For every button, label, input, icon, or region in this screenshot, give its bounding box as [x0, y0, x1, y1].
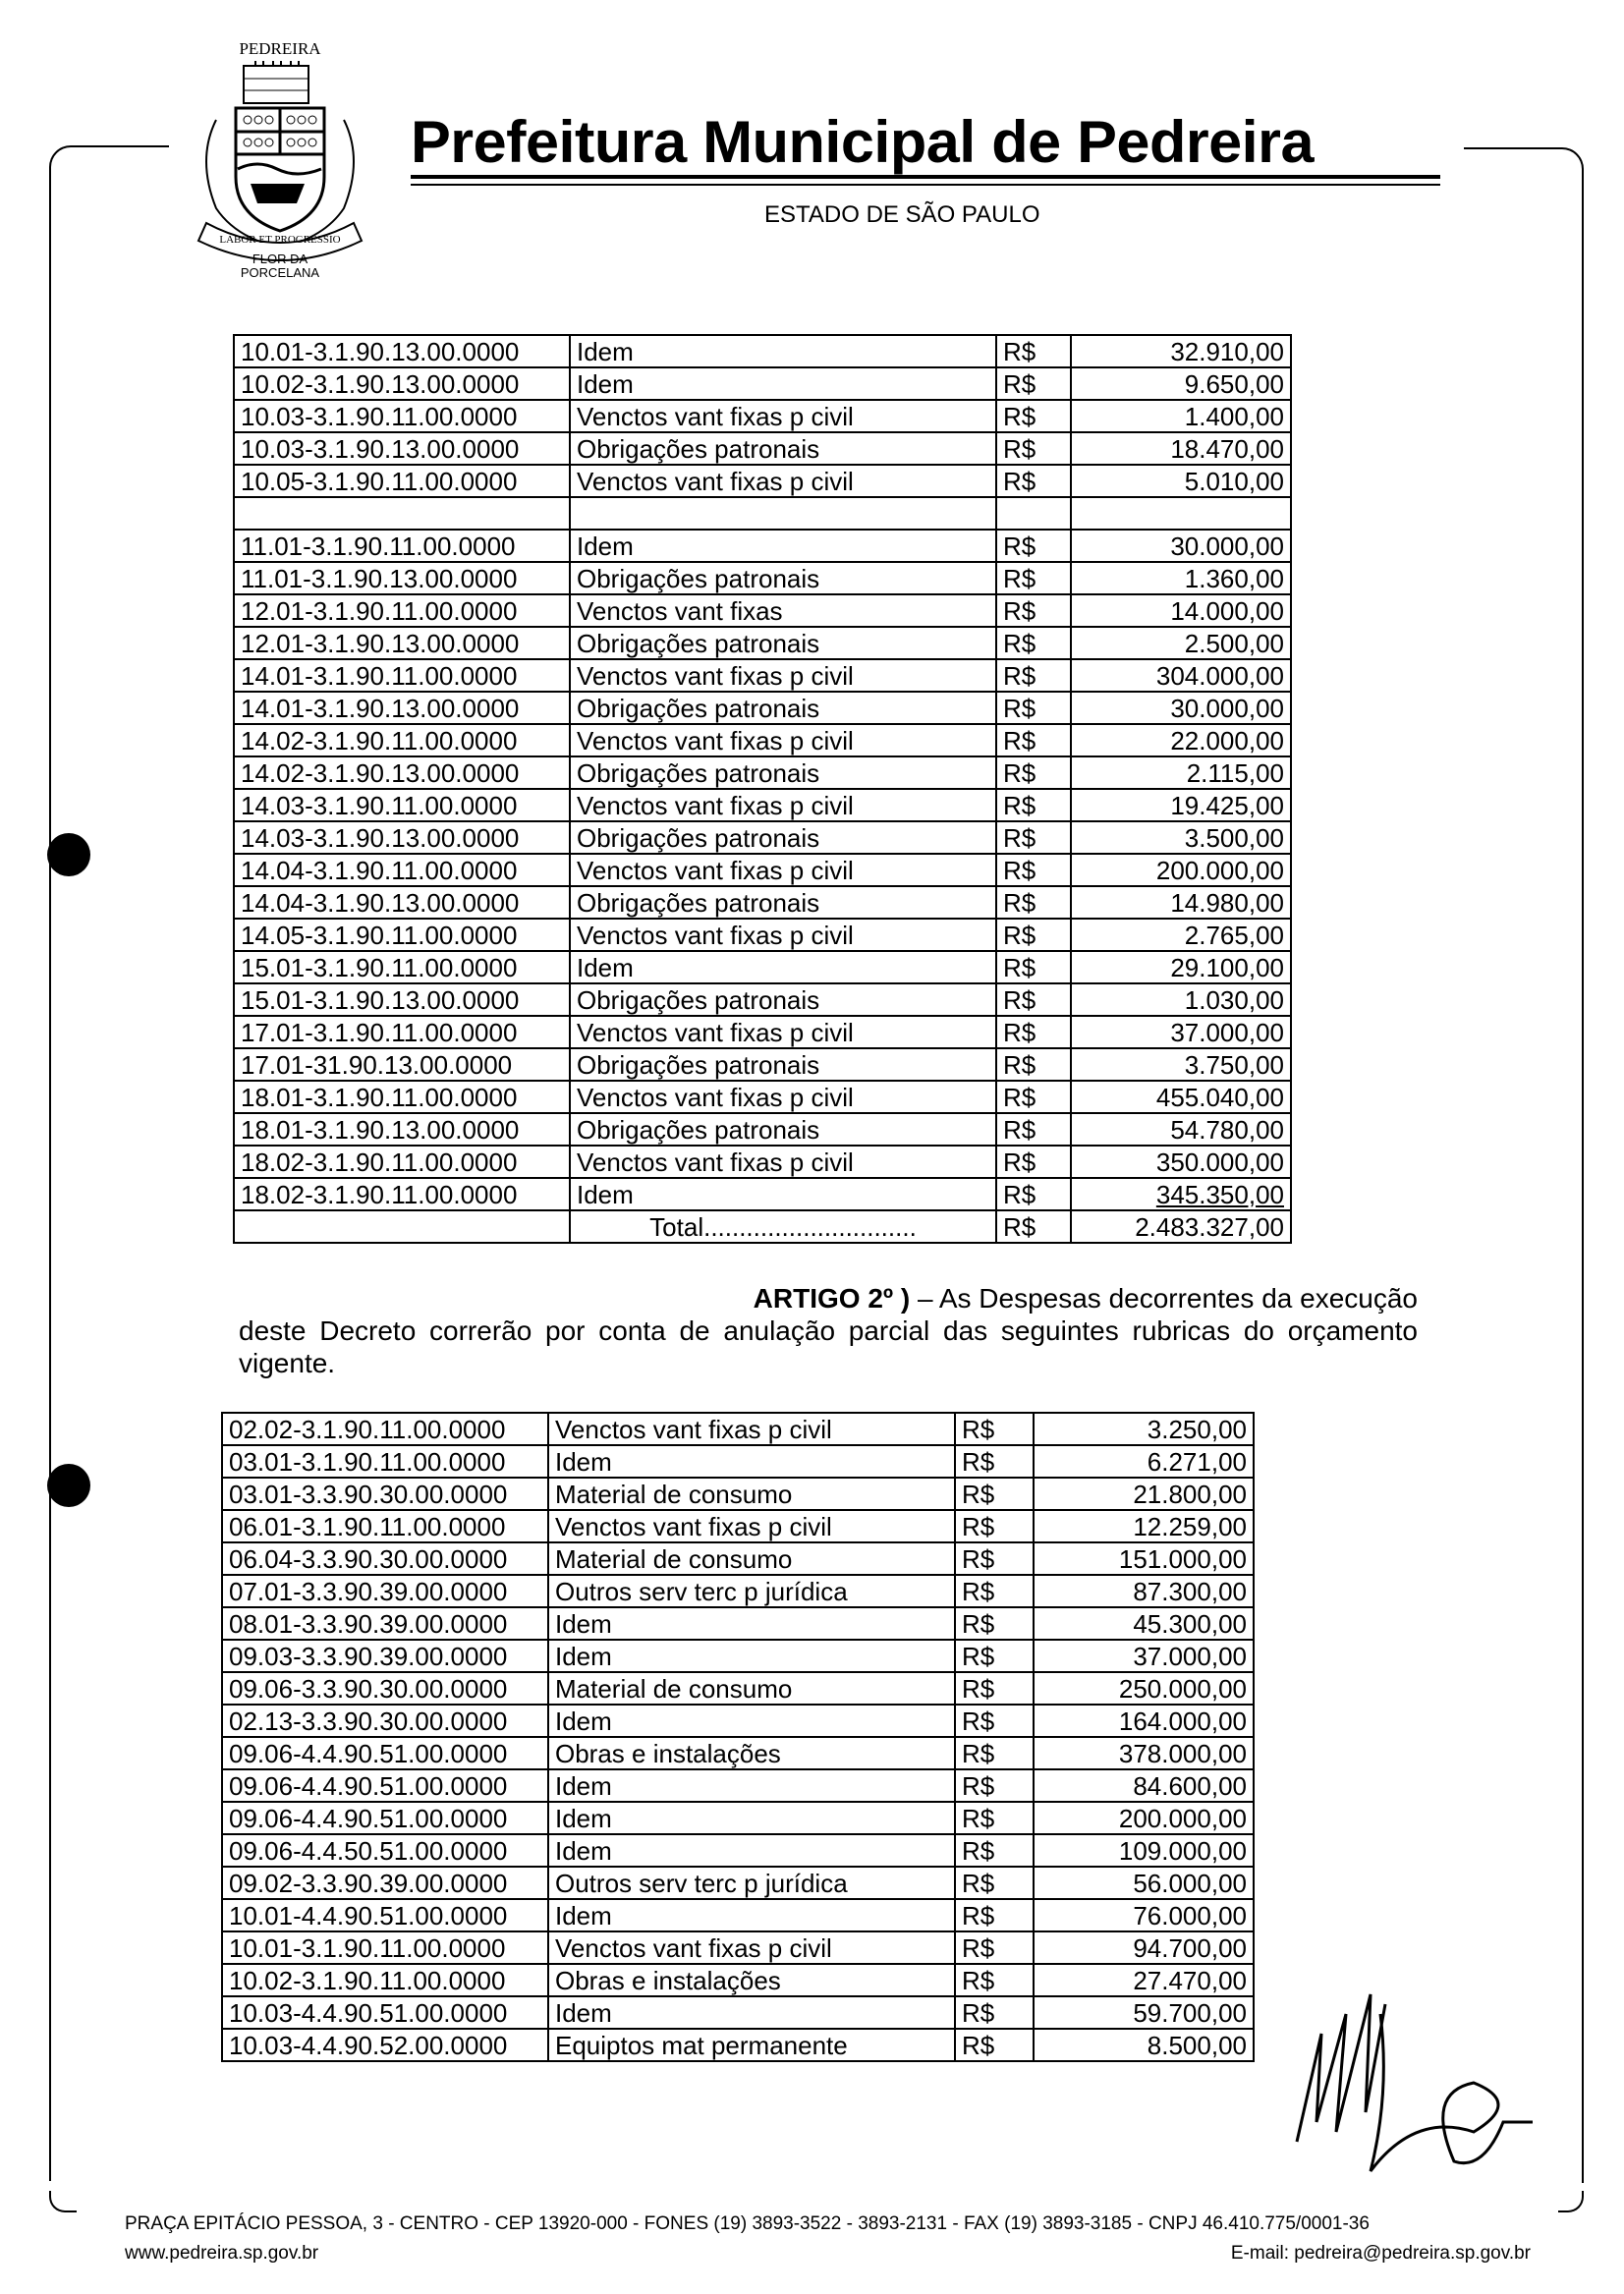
article-line3: vigente. — [239, 1348, 336, 1378]
cell-currency: R$ — [996, 724, 1071, 756]
cell-value: 1.400,00 — [1071, 400, 1291, 432]
cell-value: 37.000,00 — [1071, 1016, 1291, 1048]
cell-code: 14.02-3.1.90.13.00.0000 — [234, 756, 570, 789]
cell-description: Equiptos mat permanente — [548, 2029, 955, 2061]
article-2-text — [239, 1282, 1418, 1379]
article-heading: ARTIGO 2º ) — [753, 1283, 911, 1314]
table-row — [234, 594, 1291, 627]
cell-currency: R$ — [955, 1478, 1034, 1510]
page-frame-bottom-right — [1558, 2191, 1584, 2212]
cell-currency: R$ — [955, 2029, 1034, 2061]
cell-currency: R$ — [996, 886, 1071, 919]
crest-bottom-text-1: FLOR DA — [252, 252, 308, 266]
cell-code: 14.04-3.1.90.13.00.0000 — [234, 886, 570, 919]
cell-currency: R$ — [955, 1445, 1034, 1478]
supplementation-table — [233, 334, 1292, 1244]
cell-currency: R$ — [955, 1510, 1034, 1542]
table-row — [234, 367, 1291, 400]
table-row — [222, 1575, 1254, 1607]
page-frame-bottom-left — [49, 2191, 77, 2212]
cell-value: 84.600,00 — [1034, 1769, 1254, 1802]
cell-description: Obrigações patronais — [570, 1048, 996, 1081]
cell-code: 09.06-4.4.90.51.00.0000 — [222, 1802, 548, 1834]
cell-code: 09.06-4.4.90.51.00.0000 — [222, 1737, 548, 1769]
cell-value: 3.750,00 — [1071, 1048, 1291, 1081]
crest-emblem-icon — [177, 61, 383, 267]
cell-description: Idem — [570, 335, 996, 367]
cell-currency: R$ — [996, 335, 1071, 367]
cell-description: Venctos vant fixas p civil — [548, 1413, 955, 1445]
cell-description: Venctos vant fixas p civil — [570, 854, 996, 886]
total-value: 2.483.327,00 — [1071, 1210, 1291, 1243]
article-line2: deste Decreto correrão por conta de anulação parcial das seguintes rubricas do orçamento — [239, 1315, 1418, 1346]
cell-value: 30.000,00 — [1071, 692, 1291, 724]
table-row — [222, 1705, 1254, 1737]
cell-description: Obrigações patronais — [570, 562, 996, 594]
table-row — [234, 432, 1291, 465]
cell-value: 3.250,00 — [1034, 1413, 1254, 1445]
footer-address: PRAÇA EPITÁCIO PESSOA, 3 - CENTRO - CEP 13920-000 - FONES (19) 3893-3522 - 3893-2131 - FAX (19) 3893-3185 - CNPJ 46.410.775/0001-36 — [125, 2213, 1370, 2234]
cell-value: 350.000,00 — [1071, 1146, 1291, 1178]
cell-currency: R$ — [955, 1964, 1034, 1996]
table-row — [234, 1048, 1291, 1081]
table-row — [222, 1413, 1254, 1445]
table-row — [222, 2029, 1254, 2061]
cell-description: Idem — [548, 1640, 955, 1672]
table-row — [222, 1964, 1254, 1996]
cell-description: Venctos vant fixas p civil — [548, 1931, 955, 1964]
page-title: Prefeitura Municipal de Pedreira — [411, 109, 1314, 175]
cell-description: Obrigações patronais — [570, 432, 996, 465]
cell-code: 14.01-3.1.90.13.00.0000 — [234, 692, 570, 724]
cell-value: 22.000,00 — [1071, 724, 1291, 756]
table-row — [222, 1802, 1254, 1834]
cell-currency — [996, 497, 1071, 530]
table-row — [234, 530, 1291, 562]
cell-value: 378.000,00 — [1034, 1737, 1254, 1769]
cell-value: 87.300,00 — [1034, 1575, 1254, 1607]
table-row — [234, 1081, 1291, 1113]
cell-value: 19.425,00 — [1071, 789, 1291, 821]
cell-value: 18.470,00 — [1071, 432, 1291, 465]
table-row — [234, 692, 1291, 724]
cell-currency: R$ — [996, 919, 1071, 951]
cell-value: 54.780,00 — [1071, 1113, 1291, 1146]
cell-code: 14.01-3.1.90.11.00.0000 — [234, 659, 570, 692]
cell-value: 9.650,00 — [1071, 367, 1291, 400]
cell-currency: R$ — [955, 1575, 1034, 1607]
table-row — [222, 1510, 1254, 1542]
cell-code — [234, 497, 570, 530]
cell-code: 10.03-4.4.90.51.00.0000 — [222, 1996, 548, 2029]
cell-value: 2.500,00 — [1071, 627, 1291, 659]
cell-value: 59.700,00 — [1034, 1996, 1254, 2029]
cell-code: 06.01-3.1.90.11.00.0000 — [222, 1510, 548, 1542]
crest-bottom-text-2: PORCELANA — [240, 265, 320, 280]
cell-value: 27.470,00 — [1034, 1964, 1254, 1996]
table-row — [222, 1672, 1254, 1705]
page-frame-right — [1464, 147, 1584, 2183]
cell-currency: R$ — [996, 1146, 1071, 1178]
cell-currency: R$ — [996, 983, 1071, 1016]
cell-value: 164.000,00 — [1034, 1705, 1254, 1737]
cell-code: 15.01-3.1.90.11.00.0000 — [234, 951, 570, 983]
cell-code: 09.02-3.3.90.39.00.0000 — [222, 1867, 548, 1899]
cell-value: 250.000,00 — [1034, 1672, 1254, 1705]
cell-currency: R$ — [955, 1931, 1034, 1964]
cell-currency: R$ — [996, 789, 1071, 821]
cell-description: Obras e instalações — [548, 1737, 955, 1769]
cell-currency: R$ — [996, 692, 1071, 724]
cell-value: 6.271,00 — [1034, 1445, 1254, 1478]
cell-code: 02.13-3.3.90.30.00.0000 — [222, 1705, 548, 1737]
table-row — [222, 1834, 1254, 1867]
cell-value: 304.000,00 — [1071, 659, 1291, 692]
cell-currency: R$ — [996, 1081, 1071, 1113]
table-row — [234, 659, 1291, 692]
cell-code: 06.04-3.3.90.30.00.0000 — [222, 1542, 548, 1575]
cell-currency: R$ — [996, 594, 1071, 627]
table-row — [234, 1146, 1291, 1178]
cell-code: 09.06-4.4.50.51.00.0000 — [222, 1834, 548, 1867]
cell-value: 29.100,00 — [1071, 951, 1291, 983]
cell-value: 94.700,00 — [1034, 1931, 1254, 1964]
cell-description: Obrigações patronais — [570, 756, 996, 789]
table-row — [234, 756, 1291, 789]
cell-description: Venctos vant fixas p civil — [570, 1146, 996, 1178]
cell-currency: R$ — [996, 562, 1071, 594]
title-underline-thin — [411, 184, 1440, 186]
cell-value: 76.000,00 — [1034, 1899, 1254, 1931]
cell-description: Idem — [548, 1899, 955, 1931]
cell-description: Idem — [548, 1996, 955, 2029]
cell-currency: R$ — [955, 1640, 1034, 1672]
table-row — [222, 1737, 1254, 1769]
table-row — [222, 1445, 1254, 1478]
cell-description: Venctos vant fixas p civil — [570, 724, 996, 756]
cell-description: Venctos vant fixas p civil — [570, 1016, 996, 1048]
cell-currency: R$ — [955, 1542, 1034, 1575]
cell-currency: R$ — [996, 530, 1071, 562]
cell-code: 10.02-3.1.90.13.00.0000 — [234, 367, 570, 400]
cell-description: Material de consumo — [548, 1672, 955, 1705]
cell-code: 08.01-3.3.90.39.00.0000 — [222, 1607, 548, 1640]
municipal-crest-logo — [177, 39, 383, 280]
cell-value: 345.350,00 — [1071, 1178, 1291, 1210]
table-row — [234, 724, 1291, 756]
table-row — [234, 1113, 1291, 1146]
table-row — [222, 1996, 1254, 2029]
cell-value: 14.980,00 — [1071, 886, 1291, 919]
cell-code: 10.02-3.1.90.11.00.0000 — [222, 1964, 548, 1996]
cell-description: Venctos vant fixas p civil — [570, 659, 996, 692]
cell-currency: R$ — [996, 1016, 1071, 1048]
cell-value: 56.000,00 — [1034, 1867, 1254, 1899]
cell-code: 09.03-3.3.90.39.00.0000 — [222, 1640, 548, 1672]
cell-code: 12.01-3.1.90.11.00.0000 — [234, 594, 570, 627]
cell-code: 10.01-3.1.90.13.00.0000 — [234, 335, 570, 367]
table-row — [222, 1478, 1254, 1510]
cell-description: Material de consumo — [548, 1478, 955, 1510]
cell-code — [234, 1210, 570, 1243]
cell-code: 09.06-4.4.90.51.00.0000 — [222, 1769, 548, 1802]
cell-currency: R$ — [996, 1048, 1071, 1081]
cell-value: 21.800,00 — [1034, 1478, 1254, 1510]
cell-code: 09.06-3.3.90.30.00.0000 — [222, 1672, 548, 1705]
cell-description: Venctos vant fixas p civil — [570, 1081, 996, 1113]
table-row — [234, 627, 1291, 659]
cell-description: Obrigações patronais — [570, 886, 996, 919]
cell-currency: R$ — [996, 432, 1071, 465]
cell-value: 151.000,00 — [1034, 1542, 1254, 1575]
cell-description: Obrigações patronais — [570, 627, 996, 659]
table-row — [234, 983, 1291, 1016]
table-total-row — [234, 1210, 1291, 1243]
cell-description: Obrigações patronais — [570, 983, 996, 1016]
table-row — [234, 886, 1291, 919]
title-underline — [411, 175, 1440, 179]
cell-value — [1071, 497, 1291, 530]
cell-currency: R$ — [996, 627, 1071, 659]
cell-code: 10.01-3.1.90.11.00.0000 — [222, 1931, 548, 1964]
table-row — [222, 1769, 1254, 1802]
cell-code: 18.02-3.1.90.11.00.0000 — [234, 1146, 570, 1178]
cell-description: Idem — [548, 1705, 955, 1737]
annulment-table — [221, 1412, 1255, 2062]
cell-code: 18.02-3.1.90.11.00.0000 — [234, 1178, 570, 1210]
table-row — [222, 1542, 1254, 1575]
cell-code: 17.01-31.90.13.00.0000 — [234, 1048, 570, 1081]
cell-code: 10.01-4.4.90.51.00.0000 — [222, 1899, 548, 1931]
cell-description: Idem — [570, 530, 996, 562]
cell-description — [570, 497, 996, 530]
cell-currency: R$ — [996, 756, 1071, 789]
cell-value: 2.115,00 — [1071, 756, 1291, 789]
cell-currency: R$ — [996, 659, 1071, 692]
cell-currency: R$ — [996, 1178, 1071, 1210]
cell-description: Idem — [548, 1445, 955, 1478]
cell-code: 14.03-3.1.90.13.00.0000 — [234, 821, 570, 854]
table-row — [234, 789, 1291, 821]
cell-code: 11.01-3.1.90.13.00.0000 — [234, 562, 570, 594]
cell-value: 3.500,00 — [1071, 821, 1291, 854]
cell-value: 200.000,00 — [1071, 854, 1291, 886]
cell-code: 14.02-3.1.90.11.00.0000 — [234, 724, 570, 756]
article-line1: – As Despesas decorrentes da execução — [910, 1283, 1418, 1314]
cell-currency: R$ — [955, 1737, 1034, 1769]
cell-cur: R$ — [996, 1210, 1071, 1243]
cell-description: Outros serv terc p jurídica — [548, 1867, 955, 1899]
cell-currency: R$ — [955, 1802, 1034, 1834]
cell-currency: R$ — [955, 1834, 1034, 1867]
table-row — [222, 1640, 1254, 1672]
cell-description: Venctos vant fixas p civil — [548, 1510, 955, 1542]
cell-description: Obras e instalações — [548, 1964, 955, 1996]
cell-code: 12.01-3.1.90.13.00.0000 — [234, 627, 570, 659]
cell-currency: R$ — [996, 400, 1071, 432]
cell-value: 1.030,00 — [1071, 983, 1291, 1016]
cell-currency: R$ — [955, 1769, 1034, 1802]
table-row — [222, 1607, 1254, 1640]
cell-code: 14.04-3.1.90.11.00.0000 — [234, 854, 570, 886]
cell-value: 14.000,00 — [1071, 594, 1291, 627]
cell-description: Obrigações patronais — [570, 692, 996, 724]
cell-code: 03.01-3.3.90.30.00.0000 — [222, 1478, 548, 1510]
cell-description: Venctos vant fixas p civil — [570, 789, 996, 821]
cell-description: Material de consumo — [548, 1542, 955, 1575]
cell-code: 14.03-3.1.90.11.00.0000 — [234, 789, 570, 821]
cell-description: Idem — [548, 1607, 955, 1640]
cell-code: 14.05-3.1.90.11.00.0000 — [234, 919, 570, 951]
cell-currency: R$ — [996, 367, 1071, 400]
cell-value: 1.360,00 — [1071, 562, 1291, 594]
cell-currency: R$ — [996, 465, 1071, 497]
cell-code: 10.03-3.1.90.11.00.0000 — [234, 400, 570, 432]
table-row — [222, 1867, 1254, 1899]
signature-icon — [1277, 1975, 1572, 2191]
cell-value: 12.259,00 — [1034, 1510, 1254, 1542]
total-label: Total.............................. — [570, 1210, 996, 1243]
table-row — [234, 400, 1291, 432]
page-frame-left — [49, 145, 169, 2181]
cell-value: 45.300,00 — [1034, 1607, 1254, 1640]
cell-code: 03.01-3.1.90.11.00.0000 — [222, 1445, 548, 1478]
table-row — [234, 1016, 1291, 1048]
cell-description: Venctos vant fixas p civil — [570, 919, 996, 951]
cell-currency: R$ — [955, 1899, 1034, 1931]
cell-value: 30.000,00 — [1071, 530, 1291, 562]
crest-motto: LABOR ET PROGRESSIO — [219, 234, 341, 246]
cell-currency: R$ — [955, 1867, 1034, 1899]
cell-value: 455.040,00 — [1071, 1081, 1291, 1113]
table-row — [222, 1899, 1254, 1931]
punch-hole — [47, 1464, 90, 1507]
cell-code: 18.01-3.1.90.13.00.0000 — [234, 1113, 570, 1146]
cell-code: 10.03-4.4.90.52.00.0000 — [222, 2029, 548, 2061]
cell-description: Obrigações patronais — [570, 821, 996, 854]
cell-currency: R$ — [996, 854, 1071, 886]
cell-code: 15.01-3.1.90.13.00.0000 — [234, 983, 570, 1016]
table-row — [234, 919, 1291, 951]
cell-currency: R$ — [996, 951, 1071, 983]
table-row — [234, 821, 1291, 854]
cell-currency: R$ — [955, 1672, 1034, 1705]
cell-description: Venctos vant fixas p civil — [570, 400, 996, 432]
cell-value: 5.010,00 — [1071, 465, 1291, 497]
table-row — [222, 1931, 1254, 1964]
cell-currency: R$ — [955, 1413, 1034, 1445]
table-row — [234, 854, 1291, 886]
crest-top-text: PEDREIRA — [239, 39, 321, 58]
cell-value: 200.000,00 — [1034, 1802, 1254, 1834]
cell-description: Idem — [570, 1178, 996, 1210]
cell-description: Idem — [548, 1802, 955, 1834]
footer-website-link[interactable]: www.pedreira.sp.gov.br — [125, 2243, 319, 2264]
table-row — [234, 562, 1291, 594]
cell-code: 10.05-3.1.90.11.00.0000 — [234, 465, 570, 497]
cell-description: Venctos vant fixas p civil — [570, 465, 996, 497]
cell-currency: R$ — [996, 1113, 1071, 1146]
cell-currency: R$ — [996, 821, 1071, 854]
cell-value: 109.000,00 — [1034, 1834, 1254, 1867]
cell-code: 02.02-3.1.90.11.00.0000 — [222, 1413, 548, 1445]
cell-code: 17.01-3.1.90.11.00.0000 — [234, 1016, 570, 1048]
cell-code: 10.03-3.1.90.13.00.0000 — [234, 432, 570, 465]
cell-currency: R$ — [955, 1705, 1034, 1737]
cell-description: Idem — [548, 1769, 955, 1802]
cell-code: 11.01-3.1.90.11.00.0000 — [234, 530, 570, 562]
cell-description: Obrigações patronais — [570, 1113, 996, 1146]
cell-currency: R$ — [955, 1607, 1034, 1640]
punch-hole — [47, 833, 90, 876]
cell-currency: R$ — [955, 1996, 1034, 2029]
cell-description: Outros serv terc p jurídica — [548, 1575, 955, 1607]
page-subtitle: ESTADO DE SÃO PAULO — [764, 201, 1040, 228]
footer-email-link[interactable]: E-mail: pedreira@pedreira.sp.gov.br — [1230, 2243, 1531, 2264]
cell-value: 37.000,00 — [1034, 1640, 1254, 1672]
cell-description: Idem — [548, 1834, 955, 1867]
cell-value: 8.500,00 — [1034, 2029, 1254, 2061]
cell-code: 18.01-3.1.90.11.00.0000 — [234, 1081, 570, 1113]
table-row — [234, 1178, 1291, 1210]
table-row-blank — [234, 497, 1291, 530]
cell-code: 07.01-3.3.90.39.00.0000 — [222, 1575, 548, 1607]
cell-description: Venctos vant fixas — [570, 594, 996, 627]
cell-value: 32.910,00 — [1071, 335, 1291, 367]
cell-value: 2.765,00 — [1071, 919, 1291, 951]
table-row — [234, 465, 1291, 497]
table-row — [234, 335, 1291, 367]
cell-description: Idem — [570, 951, 996, 983]
table-row — [234, 951, 1291, 983]
cell-description: Idem — [570, 367, 996, 400]
